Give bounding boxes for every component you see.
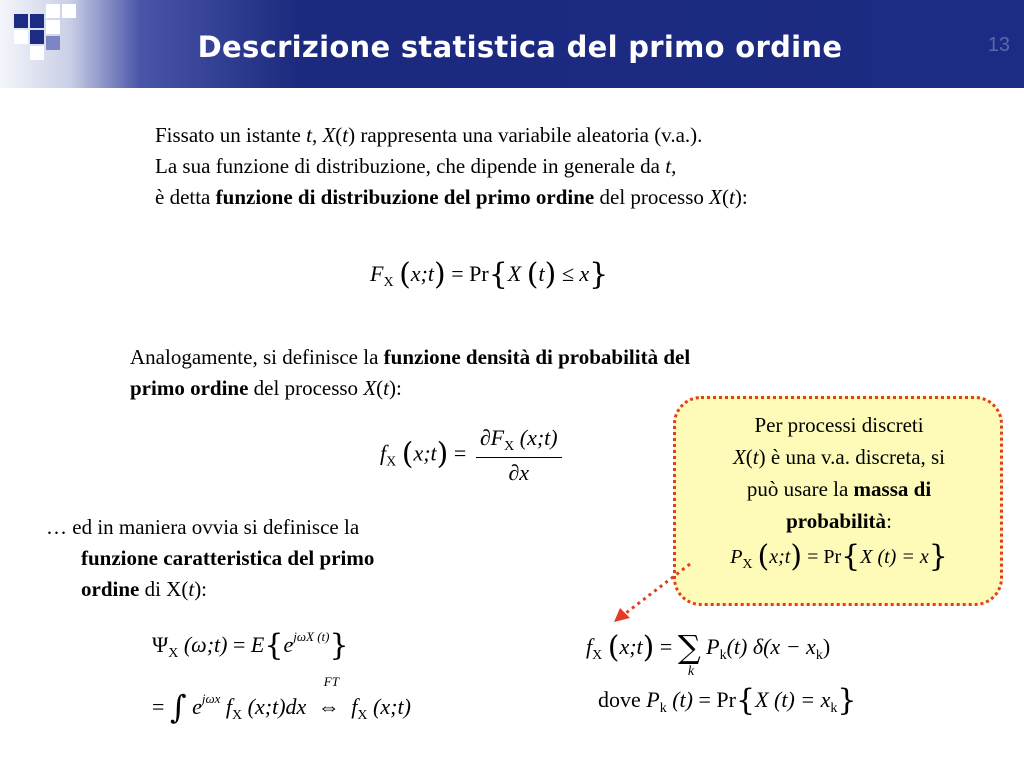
logo-squares-icon bbox=[0, 0, 90, 88]
intro-line-3: è detta funzione di distribuzione del primo ordine del processo X(t): bbox=[155, 185, 748, 209]
intro-line-1: Fissato un istante t, X(t) rappresenta una variabile aleatoria (v.a.). bbox=[155, 123, 703, 147]
probability-mass-equation: $P_X$ (x;t) = Pr{X (t) = x} bbox=[730, 539, 948, 574]
intro-paragraph bbox=[155, 120, 995, 213]
sum-index: k bbox=[687, 664, 695, 679]
characteristic-line-3: ordine di X(t): bbox=[81, 577, 208, 601]
characteristic-paragraph bbox=[46, 512, 506, 605]
callout-text: Per processi discreti X(t) è una v.a. discreta, si può usare la massa di probabilità: $P_X$ (x;t) = Pr{X (t) = x} bbox=[694, 409, 984, 581]
title-bar bbox=[0, 0, 1024, 88]
pk-definition-equation: dove $P_k$ (t) = Pr{X $(t) = x_k$} bbox=[598, 683, 857, 718]
characteristic-function-equation: $\Psi_X$ (ω;t) = $E\{e^{j\omega X (t)}\}$ bbox=[152, 628, 349, 663]
density-line-2: primo ordine del processo X(t): bbox=[130, 376, 402, 400]
discrete-process-callout bbox=[673, 396, 1003, 606]
callout-arrow-icon bbox=[600, 560, 700, 630]
density-fraction: $\frac{\partial F_X (x;t)}{\partial x}$ bbox=[476, 425, 562, 486]
density-line-1: Analogamente, si definisce la funzione densità di probabilità del bbox=[130, 345, 691, 369]
density-equation: $f_X$ (x;t) = $\frac{\partial F_X (x;t)}{\partial x}$ bbox=[380, 425, 566, 486]
fourier-transform-equation: = ∫ $e^{j\omega x}$ $f_X$ (x;t)dx FT ⇔ $f_X$ (x;t) bbox=[152, 674, 411, 726]
distribution-function-equation: $F_X$ (x;t) = Pr{X (t) ≤ x} bbox=[370, 257, 609, 292]
characteristic-line-1: … ed in maniera ovvia si definisce la bbox=[46, 515, 360, 539]
ft-label: FT bbox=[323, 674, 339, 689]
discrete-density-equation: $f_X$ (x;t) = ∑ k $P_k(t) \delta(x - x_k)$ bbox=[586, 628, 831, 679]
slide-title: Descrizione statistica del primo ordine bbox=[197, 30, 843, 64]
characteristic-line-2: funzione caratteristica del primo bbox=[81, 546, 375, 570]
slide-number: 13 bbox=[987, 34, 1010, 56]
density-paragraph bbox=[130, 342, 910, 404]
intro-line-2: La sua funzione di distribuzione, che dipende in generale da t, bbox=[155, 154, 677, 178]
